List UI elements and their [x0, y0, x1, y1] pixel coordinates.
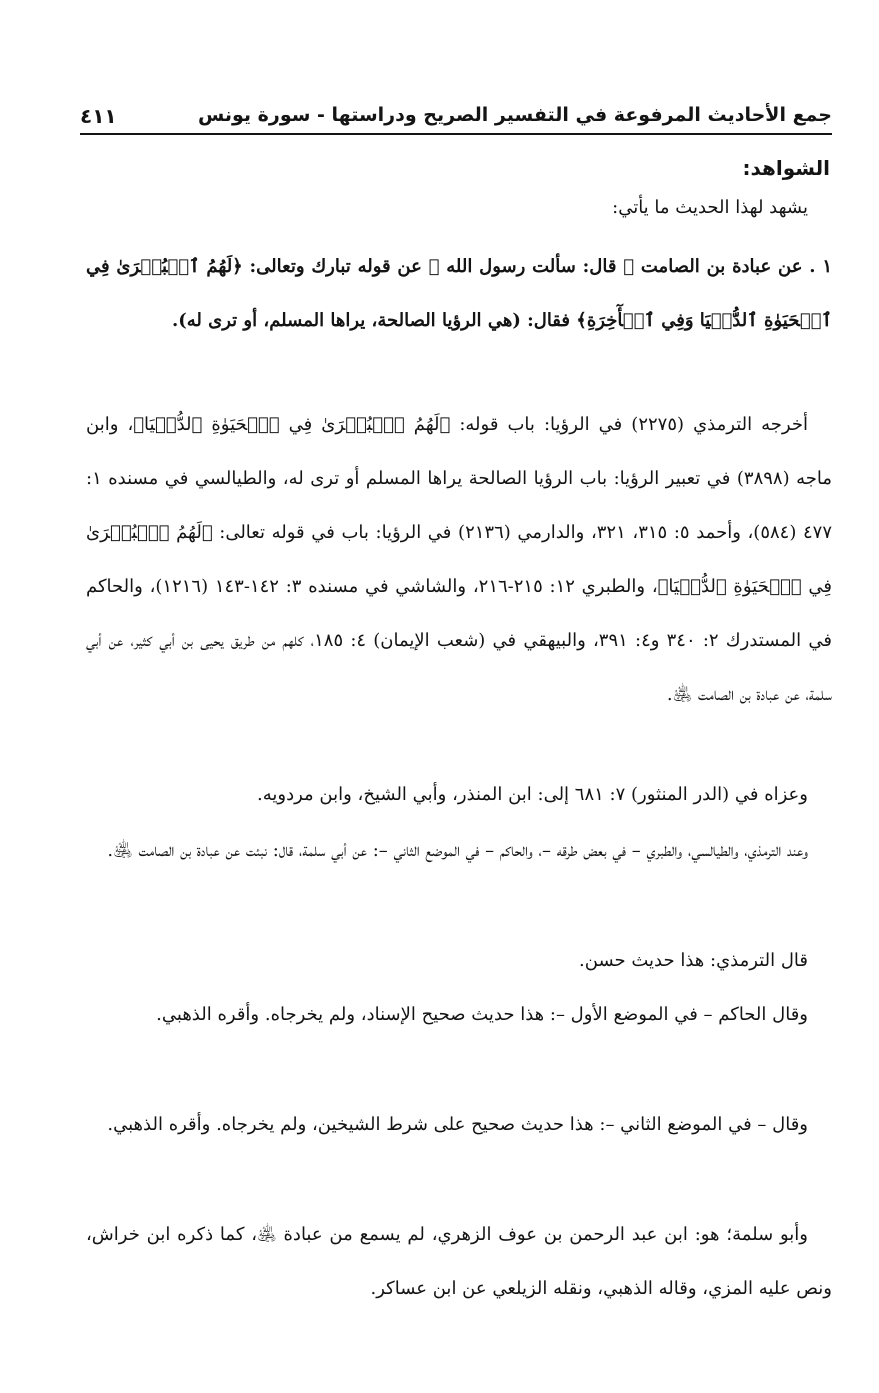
- intro-line: يشهد لهذا الحديث ما يأتي:: [612, 197, 808, 218]
- attribution-paragraph: وعزاه في (الدر المنثور) ٧: ٦٨١ إلى: ابن المنذر، وأبي الشيخ، وابن مردويه.: [257, 784, 808, 805]
- takhrij-paragraph: أخرجه الترمذي (٢٢٧٥) في الرؤيا: باب قوله: ﴿لَهُمُ ٱلۡبُشۡرَىٰ فِي ٱلۡحَيَوٰةِ ٱلدُّنۡيَا﴾، وابن ماجه (٣٨٩٨) في تعبير الرؤيا: باب الرؤيا الصالحة يراها المسلم أو ترى له، والطيالسي في مسنده ١: ٤٧٧ (٥٨٤)، وأحمد ٥: ٣١٥، ٣٢١، والدارمي (٢١٣٦) في الرؤيا: باب في قوله تعالى: ﴿لَهُمُ ٱلۡبُشۡرَىٰ فِي ٱلۡحَيَوٰةِ ٱلدُّنۡيَا﴾، والطبري ١٢: ٢١٥-٢١٦، والشاشي في مسنده ٣: ١٤٢-١٤٣ (١٢١٦)، والحاكم في المستدرك ٢: ٣٤٠ و٤: ٣٩١، والبيهقي في (شعب الإيمان) ٤: ١٨٥، كلهم من طريق يحيى بن أبي كثير، عن أبي سلمة، عن عبادة بن الصامت ﵁.: [86, 414, 833, 705]
- tirmidhi-grading: قال الترمذي: هذا حديث حسن.: [579, 950, 808, 971]
- narration-note-paragraph: وعند الترمذي، والطيالسي، والطبري – في بعض طرقه –، والحاكم – في الموضع الثاني –: عن أبي سلمة، قال: نبئت عن عبادة بن الصامت ﵁.: [107, 840, 808, 861]
- hakim-second-grading: وقال – في الموضع الثاني –: هذا حديث صحيح على شرط الشيخين، ولم يخرجاه. وأقره الذهبي.: [107, 1114, 808, 1135]
- hakim-first-grading: وقال الحاكم – في الموضع الأول –: هذا حديث صحيح الإسناد، ولم يخرجاه. وأقره الذهبي.: [156, 1004, 808, 1025]
- book-title: جمع الأحاديث المرفوعة في التفسير الصريح ودراستها - سورة يونس: [198, 104, 832, 126]
- header-divider: [80, 133, 832, 135]
- abu-salamah-note: وأبو سلمة؛ هو: ابن عبد الرحمن بن عوف الزهري، لم يسمع من عبادة ﵁، كما ذكره ابن خراش، ونص عليه المزي، وقاله الذهبي، ونقله الزيلعي عن ابن عساكر.: [86, 1224, 832, 1299]
- hadith-text: ١ . عن عبادة بن الصامت ﵁ قال: سألت رسول الله ﷺ عن قوله تبارك وتعالى: ﴿لَهُمُ ٱلۡبُشۡرَىٰ فِي ٱلۡحَيَوٰةِ ٱلدُّنۡيَا وَفِي ٱلۡأٓخِرَةِ﴾ فقال: (هي الرؤيا الصالحة، يراها المسلم، أو ترى له).: [86, 256, 832, 331]
- section-heading: الشواهد:: [742, 156, 830, 180]
- page-number: ٤١١: [80, 104, 117, 128]
- running-header: [80, 100, 832, 136]
